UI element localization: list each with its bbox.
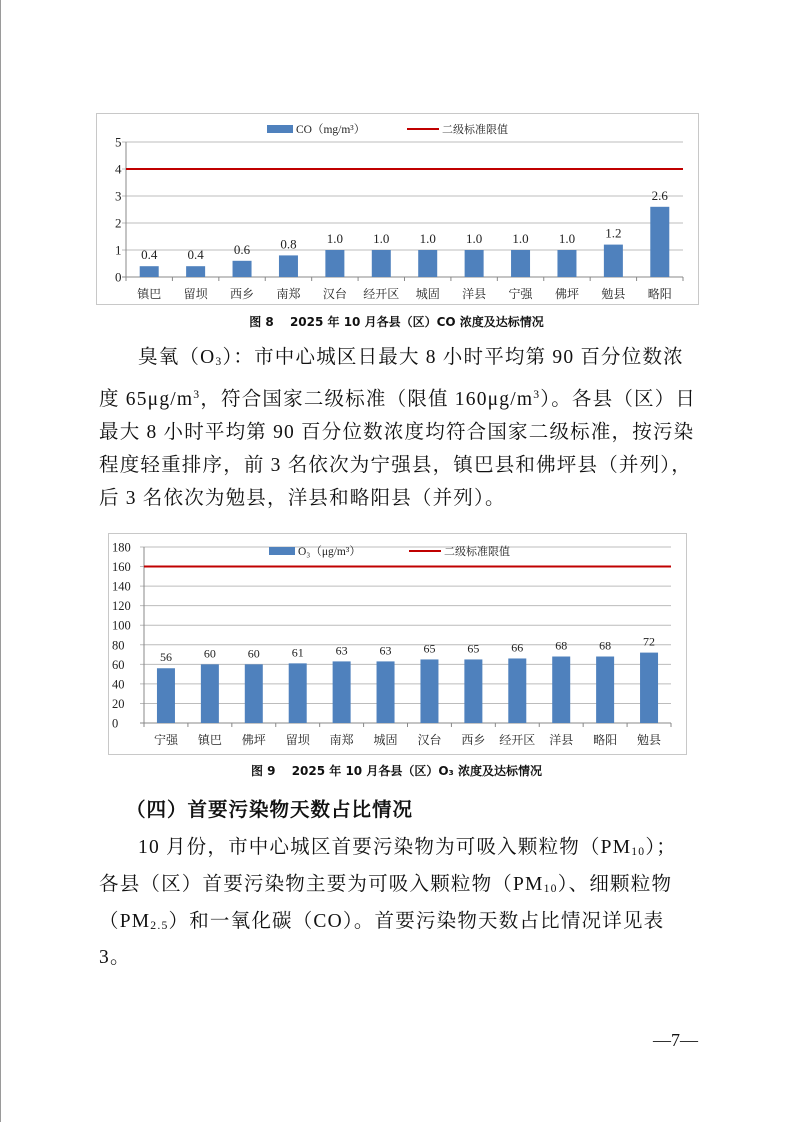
y-tick-label: 120	[112, 599, 131, 614]
o3-paragraph	[99, 341, 699, 515]
o3-chart	[108, 533, 687, 755]
y-tick-label: 2	[115, 215, 122, 231]
co-chart	[96, 113, 699, 305]
bar	[640, 653, 658, 723]
category-label: 南郑	[276, 287, 301, 301]
o3-paragraph-line-3: 最大 8 小时平均第 90 百分位数浓度均符合国家二级标准，按污染	[99, 421, 695, 443]
legend-bar-label: CO（mg/m³）	[296, 124, 366, 136]
category-label: 佛坪	[241, 733, 266, 747]
superscript: 3	[193, 387, 201, 401]
text: 10 月份，市中心城区首要污染物为可吸入颗粒物（PM	[138, 837, 632, 858]
section-paragraph-line-3	[99, 905, 699, 975]
y-tick-label: 100	[112, 618, 131, 633]
y-tick-label: 0	[115, 269, 122, 285]
bar	[650, 207, 669, 277]
y-tick-label: 140	[112, 579, 131, 594]
data-label: 65	[467, 641, 480, 656]
category-label: 留坝	[285, 733, 310, 747]
category-label: 城固	[373, 733, 398, 747]
category-label: 勉县	[601, 287, 626, 301]
category-label: 汉台	[322, 287, 347, 301]
bar	[140, 266, 159, 277]
category-label: 经开区	[499, 733, 536, 747]
data-label: 0.6	[233, 241, 251, 257]
category-label: 勉县	[637, 733, 662, 747]
bar	[333, 661, 351, 723]
text: ）、细颗粒物	[557, 873, 673, 895]
bar	[245, 664, 263, 723]
category-label: 宁强	[508, 287, 533, 301]
bar	[233, 261, 252, 277]
text: ）和一氧化碳（CO）。首要污染物天数占比情况详见表 3。	[99, 910, 665, 969]
data-label: 1.0	[466, 231, 483, 246]
o3-chart-svg	[109, 534, 686, 754]
category-label: 汉台	[417, 733, 442, 747]
section-paragraph-line-1	[99, 831, 699, 868]
category-label: 留坝	[183, 287, 208, 301]
data-label: 60	[247, 646, 260, 661]
bar	[157, 668, 175, 723]
legend-bar-label: O₃（μg/m³）	[298, 546, 361, 558]
category-label: 南郑	[329, 733, 354, 747]
data-label: 1.0	[558, 231, 576, 246]
category-label: 城固	[415, 287, 440, 301]
bar	[201, 664, 219, 723]
section-paragraph-line-2	[99, 868, 699, 905]
y-tick-label: 80	[112, 638, 125, 653]
text: 各县（区）首要污染物主要为可吸入颗粒物（PM	[99, 873, 544, 895]
category-label: 镇巴	[137, 287, 162, 301]
bar	[289, 663, 307, 723]
data-label: 66	[511, 640, 524, 655]
category-label: 佛坪	[554, 287, 579, 301]
text: ，符合国家二级标准（限值 160μg/m	[200, 388, 534, 410]
category-label: 略阳	[593, 733, 618, 747]
o3-paragraph-line-2	[99, 378, 699, 416]
data-label: 0.8	[280, 236, 297, 252]
legend-bar-swatch	[267, 125, 293, 133]
data-label: 1.0	[326, 231, 343, 246]
category-label: 西乡	[230, 287, 255, 301]
superscript: 3	[533, 387, 541, 401]
legend-line-label: 二级标准限值	[444, 545, 510, 558]
category-label: 洋县	[549, 733, 574, 747]
data-label: 2.6	[651, 187, 668, 203]
bar	[377, 661, 395, 723]
y-tick-label: 3	[115, 188, 122, 204]
page-edge	[0, 0, 1, 1122]
bar	[279, 255, 298, 277]
y-tick-label: 40	[112, 677, 125, 692]
data-label: 65	[423, 641, 436, 656]
data-label: 63	[379, 643, 392, 658]
subscript: 2.5	[150, 918, 169, 932]
text: ）。各县（区）日	[540, 388, 697, 410]
co-chart-caption: 图 8 2025 年 10 月各县（区）CO 浓度及达标情况	[249, 315, 544, 329]
bar	[464, 659, 482, 723]
subscript: 3	[215, 354, 223, 368]
subscript: 10	[543, 881, 558, 895]
y-tick-label: 1	[115, 242, 122, 258]
data-label: 72	[643, 634, 656, 649]
data-label: 61	[291, 645, 304, 660]
section-heading: （四）首要污染物天数占比情况	[126, 798, 414, 821]
bar	[372, 250, 391, 277]
bar	[508, 658, 526, 723]
data-label: 60	[203, 646, 216, 661]
o3-paragraph-line-4: 程度轻重排序，前 3 名依次为宁强县，镇巴县和佛坪县（并列），	[99, 454, 692, 476]
data-label: 63	[335, 643, 348, 658]
category-label: 经开区	[363, 287, 400, 301]
bar	[552, 657, 570, 723]
category-label: 宁强	[153, 733, 178, 747]
data-label: 56	[159, 650, 172, 665]
co-chart-svg	[97, 114, 698, 304]
category-label: 洋县	[462, 287, 487, 301]
text: ）：市中心城区日最大 8 小时平均第 90 百分位数浓	[222, 347, 684, 368]
o3-paragraph-line-1	[99, 341, 699, 378]
o3-paragraph-line-5: 后 3 名依次为勉县，洋县和略阳县（并列）。	[99, 487, 506, 509]
bar	[325, 250, 344, 277]
page-number: —7—	[653, 1030, 698, 1050]
bar	[511, 250, 530, 277]
bar	[418, 250, 437, 277]
y-tick-label: 20	[112, 696, 125, 711]
data-label: 68	[599, 638, 612, 653]
data-label: 1.0	[419, 231, 436, 246]
y-tick-label: 0	[112, 716, 119, 731]
category-label: 镇巴	[197, 733, 222, 747]
subscript: 10	[631, 844, 646, 858]
bar	[604, 245, 623, 277]
text: 臭氧（O	[138, 347, 216, 368]
data-label: 0.4	[141, 247, 158, 263]
bar	[186, 266, 205, 277]
data-label: 1.0	[373, 231, 390, 246]
legend-bar-swatch	[269, 547, 295, 555]
bar	[557, 250, 576, 277]
text: （PM	[99, 910, 151, 932]
data-label: 0.4	[187, 247, 204, 263]
section-paragraph	[99, 831, 699, 974]
y-tick-label: 180	[112, 540, 131, 555]
y-tick-label: 160	[112, 560, 131, 575]
data-label: 1.0	[512, 231, 529, 246]
bar	[596, 657, 614, 723]
y-tick-label: 4	[115, 161, 122, 177]
text: 度 65μg/m	[99, 388, 194, 410]
data-label: 68	[555, 638, 568, 653]
data-label: 1.2	[605, 225, 622, 241]
category-label: 略阳	[647, 287, 672, 301]
bar	[465, 250, 484, 277]
y-tick-label: 5	[115, 134, 122, 150]
o3-chart-caption: 图 9 2025 年 10 月各县（区）O₃ 浓度及达标情况	[251, 764, 542, 778]
category-label: 西乡	[461, 733, 486, 747]
text: ）；	[645, 837, 678, 858]
y-tick-label: 60	[112, 657, 125, 672]
legend-line-label: 二级标准限值	[442, 123, 508, 136]
bar	[420, 659, 438, 723]
